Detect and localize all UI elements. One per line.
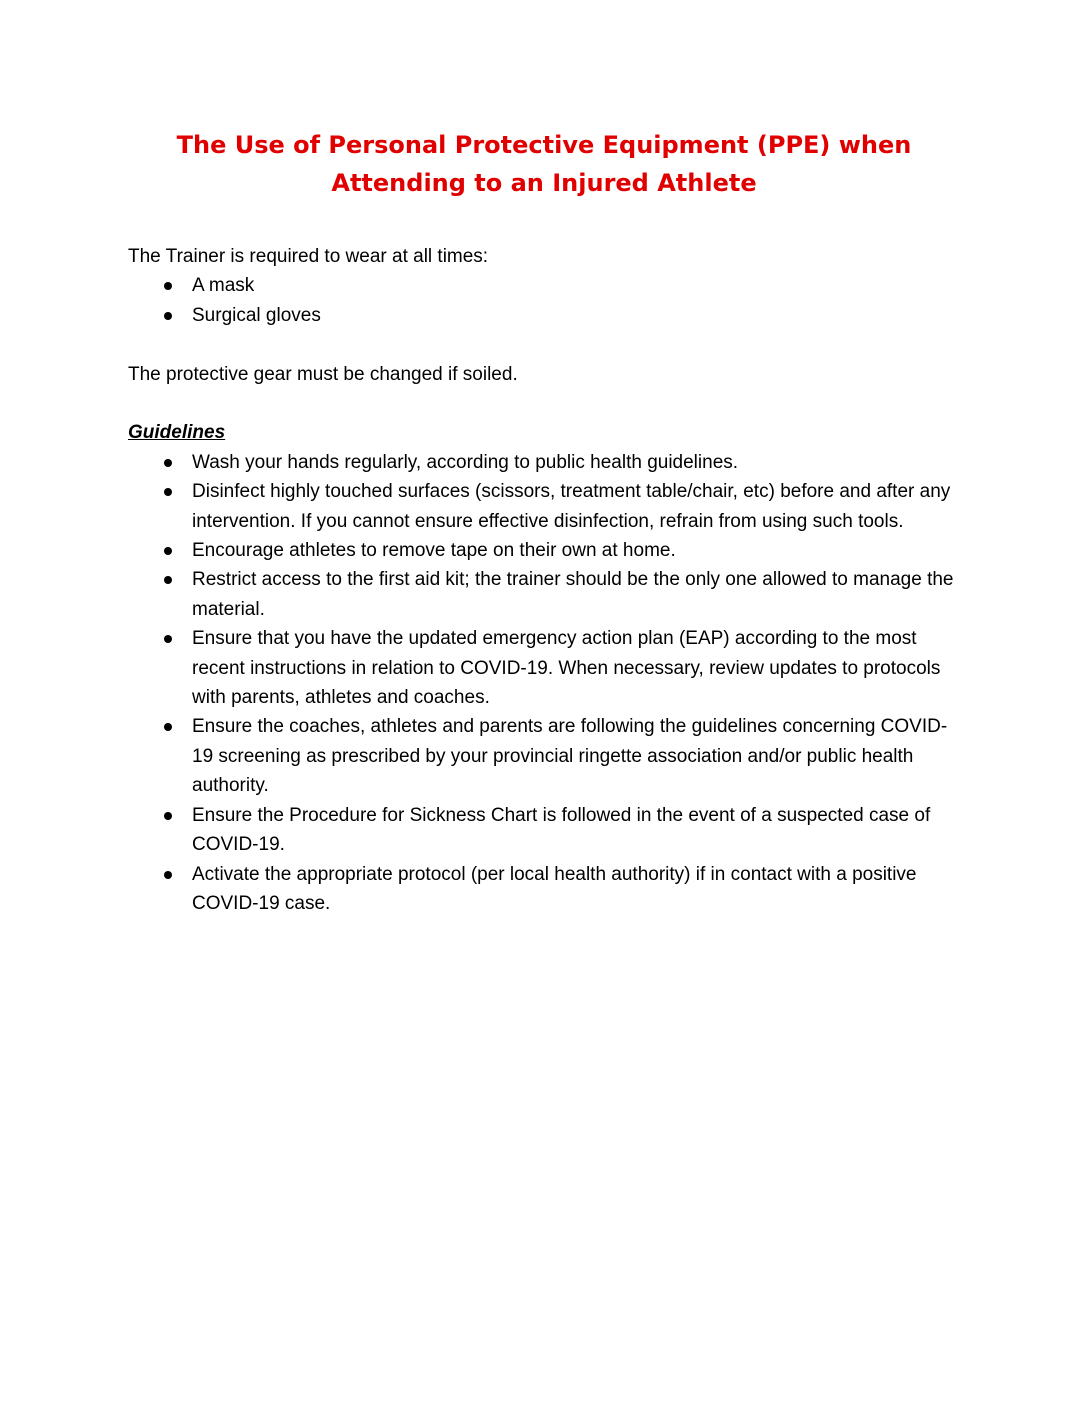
bullet-icon [164, 547, 172, 555]
bullet-icon [164, 459, 172, 467]
bullet-icon [164, 871, 172, 879]
list-item [128, 477, 968, 536]
title-line-1: The Use of Personal Protective Equipment (PPE) when [176, 131, 912, 159]
list-item [128, 301, 968, 330]
required-items-list [128, 271, 968, 330]
list-item-text: Surgical gloves [192, 304, 321, 326]
bullet-icon [164, 312, 172, 320]
guidelines-heading: Guidelines [128, 422, 226, 444]
list-item-text: Ensure that you have the updated emergency action plan (EAP) according to the most recent instructions in relation to COVID-19. When necessary, review updates to protocols with parents, athletes and coaches. [192, 628, 941, 709]
list-item [128, 624, 968, 712]
list-item-text: Wash your hands regularly, according to public health guidelines. [192, 451, 739, 473]
document-title [140, 126, 948, 202]
list-item-text: Activate the appropriate protocol (per local health authority) if in contact with a positive COVID-19 case. [192, 863, 917, 914]
list-item [128, 271, 968, 300]
bullet-icon [164, 488, 172, 496]
document-body [128, 242, 968, 918]
list-item-text: Disinfect highly touched surfaces (scissors, treatment table/chair, etc) before and after any intervention. If you cannot ensure effective disinfection, refrain from using such tools. [192, 481, 951, 532]
spacer [128, 389, 968, 418]
intro-text: The Trainer is required to wear at all times: [128, 246, 489, 267]
list-item [128, 565, 968, 624]
guidelines-list [128, 448, 968, 919]
bullet-icon [164, 723, 172, 731]
list-item-text: Ensure the Procedure for Sickness Chart is followed in the event of a suspected case of COVID-19. [192, 804, 931, 856]
title-line-2: Attending to an Injured Athlete [331, 169, 757, 197]
list-item-text: A mask [192, 275, 255, 297]
bullet-icon [164, 812, 172, 820]
soiled-note: The protective gear must be changed if soiled. [128, 363, 518, 385]
list-item-text: Restrict access to the first aid kit; the trainer should be the only one allowed to manage the material. [192, 569, 954, 620]
list-item [128, 801, 968, 860]
list-item [128, 448, 968, 477]
bullet-icon [164, 576, 172, 584]
list-item-text: Encourage athletes to remove tape on their own at home. [192, 540, 676, 562]
bullet-icon [164, 635, 172, 643]
spacer [128, 330, 968, 359]
list-item [128, 860, 968, 919]
list-item [128, 712, 968, 800]
list-item [128, 536, 968, 565]
list-item-text: Ensure the coaches, athletes and parents are following the guidelines concerning COVID-19 screening as prescribed by your provincial ringette association and/or public health authority. [192, 716, 948, 797]
bullet-icon [164, 282, 172, 290]
